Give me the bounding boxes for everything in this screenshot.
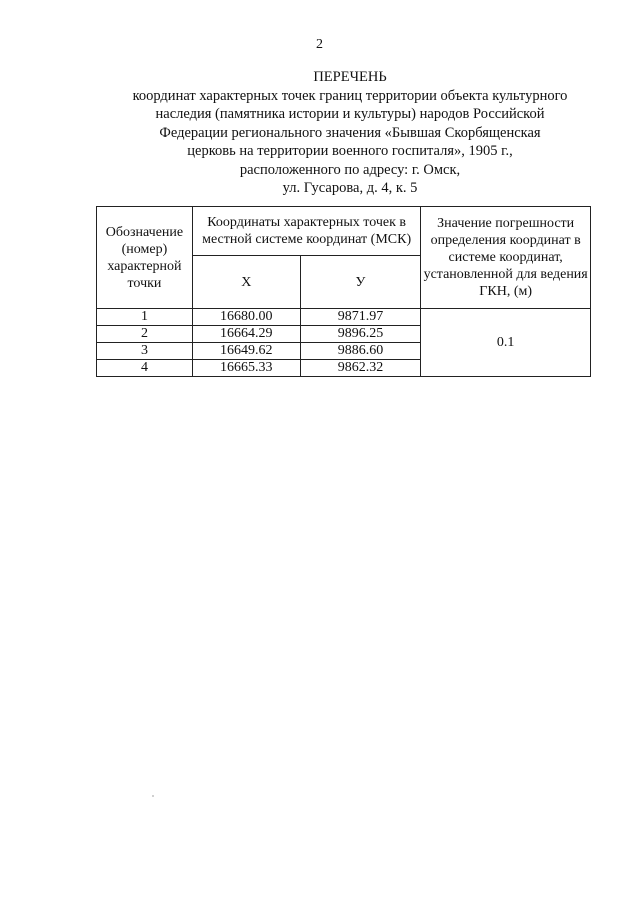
heading-line: координат характерных точек границ территории объекта культурного [132, 87, 568, 104]
heading-line: ул. Гусарова, д. 4, к. 5 [282, 180, 418, 196]
header-point-designation: Обозначение (номер) характерной точки [97, 207, 193, 309]
accuracy-value-cell: 0.1 [421, 309, 591, 377]
point-number-cell: 1 [97, 309, 193, 326]
y-value-cell: 9886.60 [300, 343, 421, 360]
header-y: У [300, 256, 421, 309]
header-x: Х [192, 256, 300, 309]
heading-line: наследия (памятника истории и культуры) народов Российской [155, 106, 545, 122]
coordinates-table [96, 206, 591, 377]
page-number: 2 [316, 37, 323, 52]
heading-line: церковь на территории военного госпиталя», 1905 г., [187, 143, 513, 159]
x-value-cell: 16649.62 [192, 343, 300, 360]
table-row [97, 309, 591, 326]
header-accuracy: Значение погрешности определения координат в системе координат, установленной для ведения ГКН, (м) [421, 207, 591, 309]
y-value-cell: 9871.97 [300, 309, 421, 326]
x-value-cell: 16664.29 [192, 326, 300, 343]
document-heading [95, 68, 605, 198]
point-number-cell: 2 [97, 326, 193, 343]
x-value-cell: 16665.33 [192, 360, 300, 377]
point-number-cell: 3 [97, 343, 193, 360]
header-coordinates: Координаты характерных точек в местной системе координат (МСК) [192, 207, 420, 256]
y-value-cell: 9896.25 [300, 326, 421, 343]
y-value-cell: 9862.32 [300, 360, 421, 377]
heading-line: Федерации регионального значения «Бывшая Скорбященская [159, 124, 541, 141]
heading-line: расположенного по адресу: г. Омск, [239, 161, 461, 178]
point-number-cell: 4 [97, 360, 193, 377]
document-title: ПЕРЕЧЕНЬ [313, 69, 387, 85]
scan-speck [152, 795, 154, 797]
x-value-cell: 16680.00 [192, 309, 300, 326]
